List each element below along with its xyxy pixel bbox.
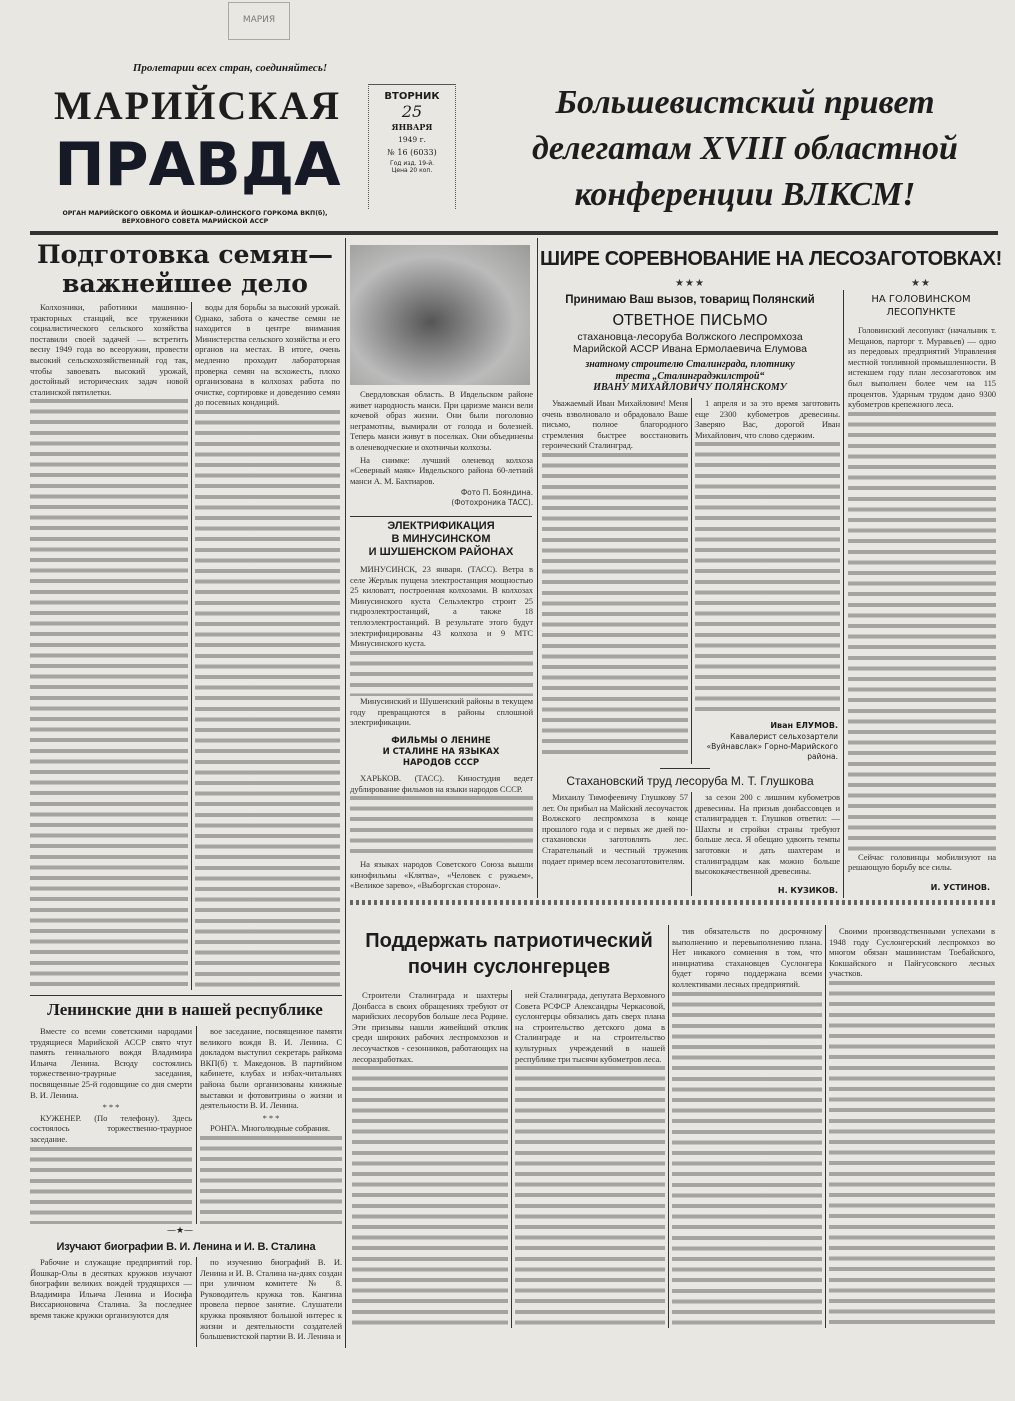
lenin-days-headline: Ленинские дни в нашей республике <box>47 1000 323 1019</box>
letter-deck <box>540 331 840 355</box>
note-line: «Вуйнавслак» Горно-Марийского <box>706 742 838 751</box>
subtitle-line-2: ВЕРХОВНОГО СОВЕТА МАРИЙСКОЙ АССР <box>121 218 269 225</box>
headline-line-1: Поддержать патриотический <box>365 930 653 952</box>
photo-reindeer-herder <box>350 245 530 385</box>
letter-col-2 <box>695 398 840 716</box>
column-divider <box>196 1257 197 1347</box>
separator: * * * <box>262 1112 280 1123</box>
headline-line-2: важнейшее дело <box>62 269 308 298</box>
masthead-title-bottom: ПРАВДА <box>54 130 341 200</box>
suslonger-col-2 <box>515 990 665 1328</box>
paragraph: 1 апреля и за это время заготовить еще 2300 кубометров древесины. Заверяю Вас, дорогой Иван Михайлович, что слово сдержим. <box>695 398 840 440</box>
paragraph: Михаилу Тимофеевичу Глушкову 57 лет. Он прибыл на Майский лесоучасток Волжского леспромхоза в конце прошлого года и с первых же дней по-стахановски заготовлять лес. Старательный и честный труженик подает пример всем лесозаготовителям. <box>542 792 688 866</box>
price: Цена 20 коп. <box>391 167 433 174</box>
seed-article-headline <box>30 240 340 298</box>
headline-line: ЛЕСОПУНКТЕ <box>886 307 956 318</box>
lenin-days-col-2 <box>200 1026 342 1224</box>
issue-number: № 16 (6033) <box>387 148 437 157</box>
recipient-line: ИВАНУ МИХАЙЛОВИЧУ ПОЛЯНСКОМУ <box>593 382 787 393</box>
deck-line: стахановца-лесоруба Волжского леспромхоза <box>577 331 803 343</box>
headline-line: И ШУШЕНСКОМ РАЙОНАХ <box>368 546 514 558</box>
wavy-divider <box>350 900 998 905</box>
masthead-title-top: МАРИЙСКАЯ <box>54 83 341 128</box>
golovino-signature: И. УСТИНОВ. <box>930 883 990 892</box>
recipient-line: знатному строителю Сталинграда, плотнику <box>585 359 795 370</box>
headline-line: ФИЛЬМЫ О ЛЕНИНЕ <box>391 736 491 746</box>
golovino-body <box>848 325 996 875</box>
text-filler <box>200 1136 342 1224</box>
stars-decoration: ★★★ <box>675 278 705 289</box>
paragraph: Головинский лесопункт (начальник т. Мещанов, парторг т. Муравьев) — одно из передовых предприятий Управления местной топливной промышленности. В истекшем году план лесозаготовок им был выполнен более чем на 115 процентов. Ударным трудом дано 9300 кубометров крепежного леса. <box>848 325 996 410</box>
biographies-col-2 <box>200 1257 342 1344</box>
text-filler <box>30 399 188 990</box>
glushkov-col-1 <box>542 792 688 868</box>
note-line: района. <box>807 752 838 761</box>
text-filler <box>30 1147 192 1224</box>
stars-decoration: ★★ <box>911 278 931 289</box>
lenin-days-col-1 <box>30 1026 192 1224</box>
column-divider <box>668 925 669 1328</box>
column-divider <box>196 1026 197 1224</box>
paragraph: Строители Сталинграда и шахтеры Донбасса в своих обращениях требуют от марийских лесорубов больше леса Родине. Эти призывы нашли живейший отклик среди широких рабочих леспромхозов и лесоучастков - сезонников, работающих на лесоразработках. <box>352 990 508 1064</box>
headline-line-1: Подготовка семян— <box>36 240 334 269</box>
paragraph: Сейчас головинцы мобилизуют на решающую борьбу все силы. <box>848 851 996 873</box>
slogan <box>490 80 1000 218</box>
text-filler <box>195 410 340 990</box>
electrification-body <box>350 564 533 730</box>
text-filler <box>695 442 840 716</box>
headline-line: ЭЛЕКТРИФИКАЦИЯ <box>387 520 495 532</box>
headline-line: НАРОДОВ СССР <box>402 758 480 768</box>
letter-signature: Иван ЕЛУМОВ. <box>770 721 838 730</box>
caption-text-2: На снимке: лучший оленевод колхоза «Северный маяк» Ивдельского района 60-летний манси А. М. Бахтиаров. <box>350 454 533 486</box>
competition-headline: ШИРЕ СОРЕВНОВАНИЕ НА ЛЕСОЗАГОТОВКАХ! <box>540 248 1002 270</box>
golovino-headline <box>845 293 997 319</box>
seed-article-col-2 <box>195 302 340 990</box>
motto: Пролетарии всех стран, соединяйтесь! <box>132 62 328 74</box>
suslonger-col-4 <box>829 926 995 1328</box>
edition-year: Год изд. 19-й. <box>389 160 435 167</box>
paragraph: Уважаемый Иван Михайлович! Меня очень взволновало и обрадовало Ваше письмо, полное благородного стремления быстрее восстановить героический Сталинград. <box>542 398 688 451</box>
star-divider: —★— <box>166 1226 194 1236</box>
column-divider <box>191 302 192 990</box>
paragraph: МИНУСИНСК, 23 января. (ТАСС). Ветра в селе Жерлык пущена электростанция мощностью 25 киловатт, построенная колхозами. В колхозах Минусинского куста Сельэлектро строит 25 гидроэлектростанций, а также 18 теплоэлектростанций. В результате этого будут электрифицированы 43 колхоза и 9 МТС Минусинского куста. <box>350 564 533 649</box>
slogan-line-3: конференции ВЛКСМ! <box>574 176 916 213</box>
column-divider <box>691 792 692 896</box>
column-divider <box>825 925 826 1328</box>
paragraph: На языках народов Советского Союза вышли кинофильмы «Клятва», «Человек с ружьем», «Великое зарево», «Выборгская сторона». <box>350 859 533 891</box>
masthead-rule <box>30 231 998 235</box>
photo-credit: Фото П. Бояндина. <box>460 488 533 498</box>
date-box <box>368 84 456 209</box>
suslonger-headline <box>352 928 666 980</box>
biographies-col-1 <box>30 1257 192 1323</box>
slogan-line-2: делегатам XVIII областной <box>532 130 958 167</box>
paragraph: Минусинский и Шушенский районы в текущем году превращаются в районы сплошной электрификации. <box>350 696 533 728</box>
letter-title: ОТВЕТНОЕ ПИСЬМО <box>612 311 768 329</box>
paragraph: Рабочие и служащие предприятий гор. Йошкар-Олы в десятках кружков изучают биографии великих вождей трудящихся — Владимира Ильича Ленина и Иосифа Виссарионовича Сталина. За последнее время также кружки организуются для <box>30 1257 192 1320</box>
headline-line: НА ГОЛОВИНСКОМ <box>871 294 971 305</box>
text-filler <box>352 1066 508 1328</box>
text-filler <box>515 1066 665 1328</box>
photo-agency: (Фотохроника ТАСС). <box>451 498 533 508</box>
weekday: ВТОРНИК <box>384 91 440 102</box>
suslonger-col-3 <box>672 926 822 1328</box>
divider <box>350 516 532 517</box>
headline-line: И СТАЛИНЕ НА ЯЗЫКАХ <box>382 747 500 757</box>
divider <box>30 995 342 996</box>
letter-signature-note <box>692 732 838 762</box>
seed-article-col-1 <box>30 302 188 990</box>
text-filler <box>829 981 995 1328</box>
biographies-headline: Изучают биографии В. И. Ленина и И. В. Сталина <box>56 1241 316 1253</box>
masthead-subtitle <box>35 210 355 226</box>
headline-line-2: почин суслонгерцев <box>407 956 611 978</box>
subtitle-line-1: ОРГАН МАРИЙСКОГО ОБКОМА И ЙОШКАР-ОЛИНСКОГО ГОРКОМА ВКП(б), <box>62 210 328 217</box>
paragraph: Колхозники, работники машинно-тракторных станций, все труженики социалистического сельского хозяйства поставили своей задачей — встретить весну 1949 года во всеоружии, провести высокий сельскохозяйственный год так, чтобы завоевать высокий урожай, достойный исторических задач новой сталинской пятилетки. <box>30 302 188 397</box>
suslonger-col-1 <box>352 990 508 1328</box>
slogan-line-1: Большевистский привет <box>555 84 935 121</box>
column-divider <box>843 290 844 898</box>
paragraph: ней Сталинграда, депутата Верховного Совета РСФСР Александры Черкасовой, суслонгерцы обязались дать сверх плана на строительство детского дома в Сталинграде и на строительство культурных учреждений в нашей республике три тысячи кубометров леса. <box>515 990 665 1064</box>
column-divider <box>345 238 346 1348</box>
column-divider <box>511 990 512 1328</box>
paragraph: воды для борьбы за высокий урожай. Однако, забота о качестве семян не находится в центре внимания Министерства сельского хозяйства и его органов на местах. В итоге, очень медленно проходит лабораторная проверка семян на всхожесть, плохо организована в колхозах работа по очистке, сортировке и доведению семян до посевных кондиций. <box>195 302 340 408</box>
paragraph: тив обязательств по досрочному выполнению и перевыполнению плана. Нет никакого сомнения в том, что инициатива стахановцев Суслонгера будет горячо поддержана всеми коллективами лесных предприятий. <box>672 926 822 989</box>
photo-caption <box>350 389 533 508</box>
column-divider <box>691 398 692 764</box>
paragraph: ХАРЬКОВ. (ТАСС). Киностудия ведет дублирование фильмов на языки народов СССР. <box>350 773 533 794</box>
letter-kicker: Принимаю Ваш вызов, товарищ Полянский <box>565 294 815 306</box>
headline-line: В МИНУСИНСКОМ <box>391 533 491 545</box>
recipient-line: треста „Сталинградэкилстрой“ <box>615 370 765 382</box>
separator: * * * <box>102 1102 120 1113</box>
electrification-headline <box>348 520 534 559</box>
paragraph: за сезон 200 с лишним кубометров древесины. На призыв донбассовцев и сталинградцев т. Глушков ответил: — Шахты и стройки страны требуют больше леса. Я обещаю удвоить темпы заготовки и дать шахтерам и сталинградцам как можно больше высококачественной древесины. <box>695 792 840 877</box>
text-filler <box>350 796 533 859</box>
paragraph: РОНГА. Многолюдные собрания. <box>210 1123 330 1134</box>
text-filler <box>350 651 533 696</box>
month: ЯНВАРЯ <box>391 122 433 132</box>
films-headline <box>348 736 534 769</box>
year: 1949 г. <box>398 135 426 144</box>
text-filler <box>848 412 996 852</box>
glushkov-signature: Н. КУЗИКОВ. <box>777 886 838 895</box>
films-body <box>350 773 533 893</box>
paragraph: Своими производственными успехами в 1948 году Суслонгерский леспромхоз во многом обязан машинистам Тоебайского, Кокшайского и Пайгусовского лесных участков. <box>829 926 995 979</box>
library-stamp: МАРИЯ <box>228 2 290 40</box>
note-line: Кавалерист сельхозартели <box>730 732 838 741</box>
paragraph: КУЖЕНЕР. (По телефону). Здесь состоялось торжественно-траурное заседание. <box>30 1112 192 1144</box>
text-filler <box>672 992 822 1328</box>
glushkov-headline: Стахановский труд лесоруба М. Т. Глушкова <box>566 774 814 788</box>
paragraph: Вместе со всеми советскими народами трудящиеся Марийской АССР свято чтут память гениального вождя Владимира Ильича Ленина. Всюду состоялись торжественно-траурные заседания, посвященные 25-й годовщине со дня смерти В. И. Ленина. <box>30 1026 192 1100</box>
letter-recipient <box>540 359 840 394</box>
caption-text: Свердловская область. В Ивдельском районе живет народность манси. При царизме манси вели кочевой образ жизни. Они были поголовно неграмотны, вымирали от голода и болезней. Теперь манси живут в поселках. Они объединены в оленеводческие и охотничьи колхозы. <box>350 389 533 452</box>
divider <box>660 768 710 769</box>
paragraph: по изучению биографий В. И. Ленина и И. В. Сталина на-днях создан при уличном комитете № 8. Руководитель кружка тов. Кангина провела первое занятие. Слушатели кружка проявляют большой интерес к жизни и деятельности создателей большевистской партии В. И. Ленина и <box>200 1257 342 1342</box>
glushkov-col-2 <box>695 792 840 879</box>
text-filler <box>542 453 688 758</box>
deck-line: Марийской АССР Ивана Ермолаевича Елумова <box>573 343 807 355</box>
letter-col-1 <box>542 398 688 758</box>
paragraph: вое заседание, посвященное памяти великого вождя В. И. Ленина. С докладом выступил секретарь райкома ВКП(б) т. Македонов. В партийном кабинете, клубах и избах-читальнях района были организованы книжные выставки и фотовитрины о жизни и деятельности В. И. Ленина. <box>200 1026 342 1111</box>
column-divider <box>537 238 538 898</box>
day: 25 <box>401 102 423 121</box>
